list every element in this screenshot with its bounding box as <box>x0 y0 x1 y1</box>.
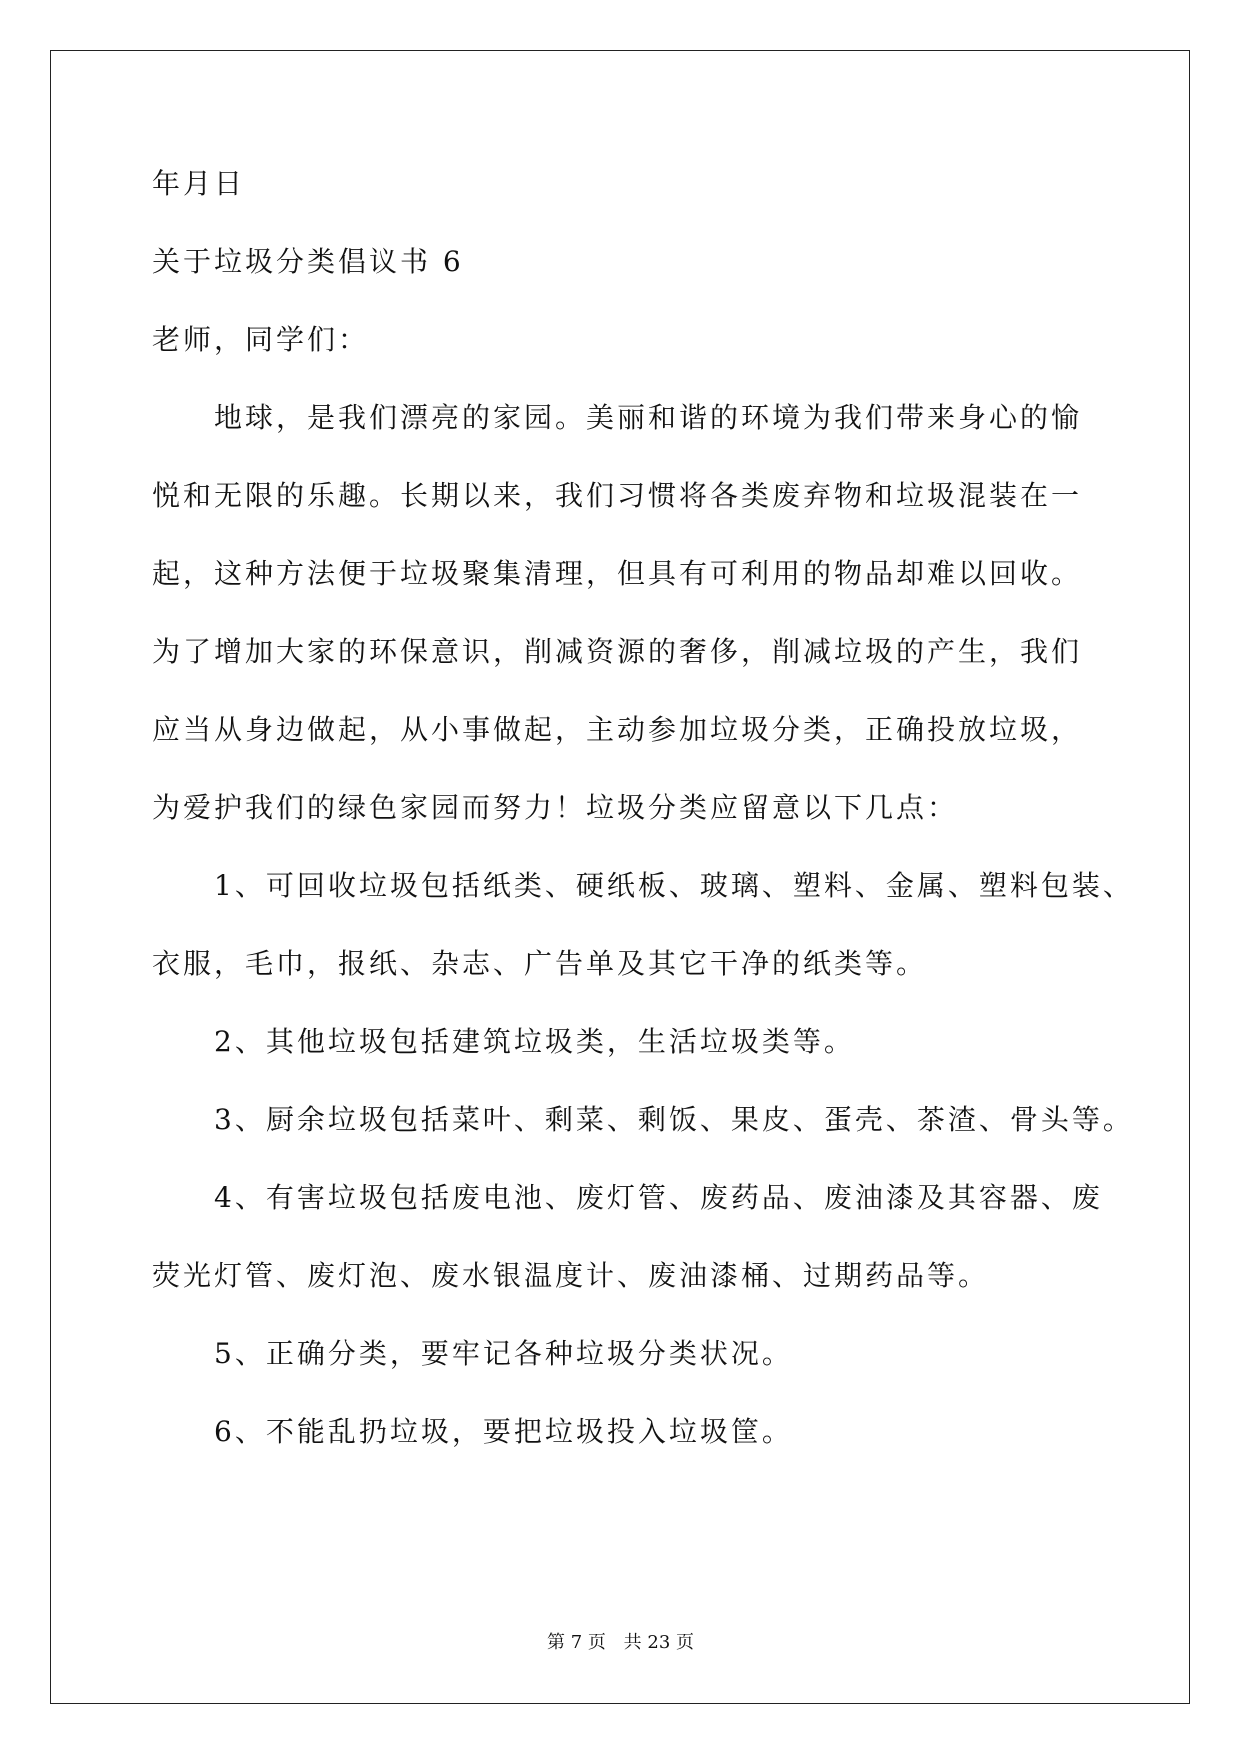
total-pages: 共 23 页 <box>623 1632 694 1653</box>
paragraph-line: 1、可回收垃圾包括纸类、硬纸板、玻璃、塑料、金属、塑料包装、 <box>214 869 1134 902</box>
list-item-recyclable <box>152 866 1134 983</box>
paragraph-line: 为爱护我们的绿色家园而努力！垃圾分类应留意以下几点： <box>152 791 959 824</box>
document-title: 关于垃圾分类倡议书 6 <box>152 245 464 278</box>
list-item-other <box>152 1022 1090 1061</box>
paragraph-intro <box>152 398 1090 827</box>
paragraph-line: 应当从身边做起，从小事做起，主动参加垃圾分类，正确投放垃圾， <box>152 713 1083 746</box>
paragraph-line: 5、正确分类，要牢记各种垃圾分类状况。 <box>214 1337 793 1370</box>
salutation: 老师，同学们： <box>152 323 370 356</box>
date-line: 年月日 <box>152 167 246 200</box>
list-item-kitchen <box>152 1100 1134 1139</box>
paragraph-line: 4、有害垃圾包括废电池、废灯管、废药品、废油漆及其容器、废 <box>214 1181 1103 1214</box>
page-number: 第 7 页 <box>547 1632 606 1653</box>
paragraph-line: 2、其他垃圾包括建筑垃圾类，生活垃圾类等。 <box>214 1025 855 1058</box>
paragraph-line: 为了增加大家的环保意识，削减资源的奢侈，削减垃圾的产生，我们 <box>152 635 1083 668</box>
paragraph-line: 荧光灯管、废灯泡、废水银温度计、废油漆桶、过期药品等。 <box>152 1259 990 1292</box>
list-item-no-littering <box>152 1412 1090 1451</box>
list-item-hazardous <box>152 1178 1103 1295</box>
paragraph-line: 衣服，毛巾，报纸、杂志、广告单及其它干净的纸类等。 <box>152 947 928 980</box>
paragraph-line: 6、不能乱扔垃圾，要把垃圾投入垃圾筐。 <box>214 1415 793 1448</box>
list-item-correct-sorting <box>152 1334 1090 1373</box>
paragraph-line: 悦和无限的乐趣。长期以来，我们习惯将各类废弃物和垃圾混装在一 <box>152 479 1083 512</box>
document-body <box>152 164 1134 1490</box>
paragraph-line: 起，这种方法便于垃圾聚集清理，但具有可利用的物品却难以回收。 <box>152 557 1083 590</box>
paragraph-line: 地球，是我们漂亮的家园。美丽和谐的环境为我们带来身心的愉 <box>214 401 1083 434</box>
page-footer <box>0 1628 1241 1654</box>
paragraph-line: 3、厨余垃圾包括菜叶、剩菜、剩饭、果皮、蛋壳、茶渣、骨头等。 <box>214 1103 1134 1136</box>
